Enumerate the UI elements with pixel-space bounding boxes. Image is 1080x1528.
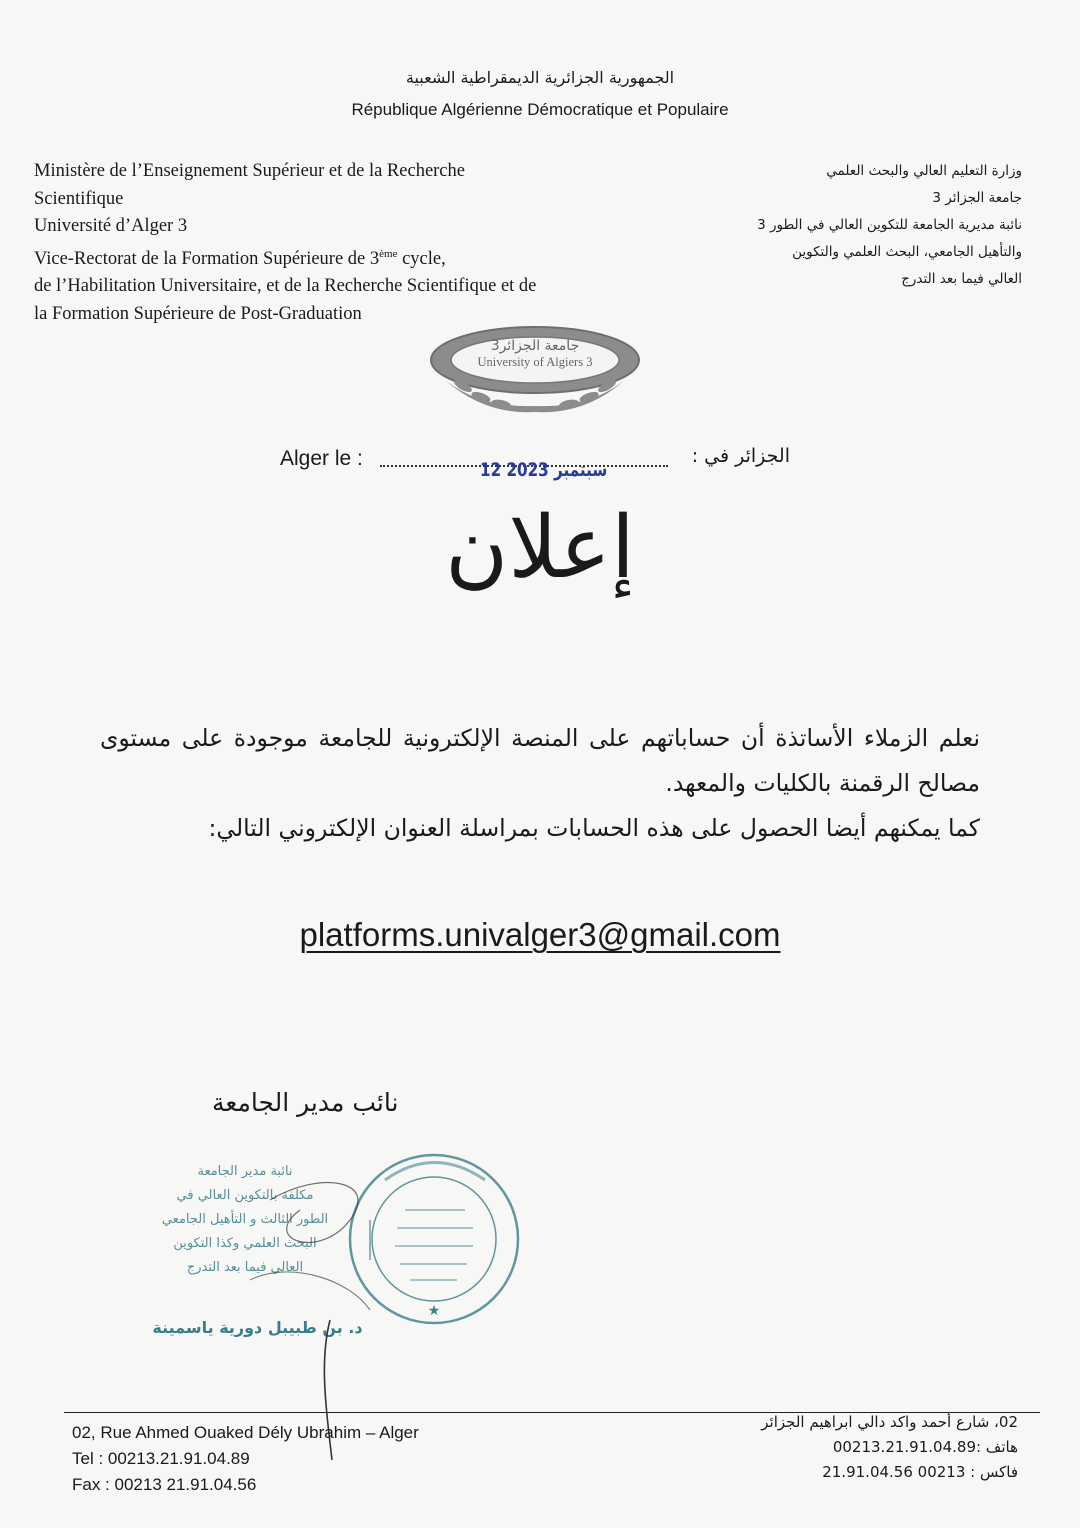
date-stamp: 12 سبتمبر 2023: [480, 459, 608, 481]
ministry-block-french: [34, 158, 614, 328]
logo-english-text: University of Algiers 3: [477, 355, 593, 369]
header-french-republic: République Algérienne Démocratique et Populaire: [351, 100, 729, 119]
header-arabic-republic: الجمهورية الجزائرية الديمقراطية الشعبية: [405, 68, 675, 87]
email-row: [0, 916, 1080, 954]
vice-rectorat-line-ar: والتأهيل الجامعي، البحث العلمي والتكوين: [792, 244, 1022, 260]
university-line: Université d’Alger 3: [34, 216, 188, 236]
body-line: مصالح الرقمنة بالكليات والمعهد.: [665, 769, 980, 797]
university-logo: [425, 320, 645, 420]
vice-rectorat-line: de l’Habilitation Universitaire, et de la Recherche Scientifique et de: [34, 276, 537, 297]
ministry-line: Scientifique: [34, 188, 124, 209]
stamp-line: مكلفة بالتكوين العالي في: [176, 1188, 314, 1203]
signer-title: نائب مدير الجامعة: [212, 1088, 399, 1117]
vice-rectorat-line: la Formation Supérieure de Post-Graduation: [34, 303, 362, 324]
announcement-body: [100, 716, 980, 851]
vice-rectorat-line-ar: العالي فيما بعد التدرج: [901, 271, 1022, 287]
footer-fax: Fax : 00213 21.91.04.56: [72, 1475, 257, 1494]
ministry-block-arabic: [602, 158, 1022, 293]
footer-contact-french: [72, 1420, 419, 1498]
svg-text:★: ★: [427, 1303, 441, 1319]
date-row: [280, 445, 800, 481]
stamp-line: البحث العلمي وكذا التكوين: [173, 1236, 317, 1251]
footer-fax-ar: فاكس : 00213 21.91.04.56: [822, 1463, 1018, 1481]
university-line-ar: جامعة الجزائر 3: [932, 190, 1022, 206]
vice-rectorat-line-ar: نائبة مديرية الجامعة للتكوين العالي في الطور 3: [757, 217, 1022, 233]
stamp-line: العالي فيما بعد التدرج: [186, 1260, 304, 1275]
jazair-fi-label: الجزائر في :: [691, 445, 790, 467]
footer-contact-arabic: [761, 1410, 1018, 1485]
footer-tel-ar: هاتف :00213.21.91.04.89: [832, 1438, 1018, 1456]
footer-address-ar: 02، شارع أحمد واكد دالي ابراهيم الجزائر: [761, 1413, 1018, 1431]
ministry-line: Ministère de l’Enseignement Supérieur et de la Recherche: [34, 161, 465, 181]
vice-rectorat-line: Vice-Rectorat de la Formation Supérieure de 3ème cycle,: [34, 247, 446, 269]
logo-arabic-text: جامعة الجزائر3: [490, 338, 580, 354]
announcement-title: إعلان: [445, 498, 635, 598]
body-line: نعلم الزملاء الأساتذة أن حساباتهم على المنصة الإلكترونية للجامعة موجودة على مستوى: [100, 724, 980, 752]
contact-email-link[interactable]: platforms.univalger3@gmail.com: [299, 916, 781, 953]
alger-le-label: Alger le :: [280, 447, 363, 470]
body-line: كما يمكنهم أيضا الحصول على هذه الحسابات بمراسلة العنوان الإلكتروني التالي:: [208, 814, 980, 842]
stamp-line: الطور الثالث و التأهيل الجامعي: [161, 1212, 329, 1227]
ministry-line-ar: وزارة التعليم العالي والبحث العلمي: [826, 163, 1022, 179]
footer-address: 02, Rue Ahmed Ouaked Dély Ubrahim – Alger: [72, 1423, 419, 1442]
footer-tel: Tel : 00213.21.91.04.89: [72, 1449, 250, 1468]
stamp-signatory-name: د. بن طبيبل دورية ياسمينة: [152, 1318, 363, 1337]
stamp-line: نائبة مدير الجامعة: [197, 1164, 293, 1179]
